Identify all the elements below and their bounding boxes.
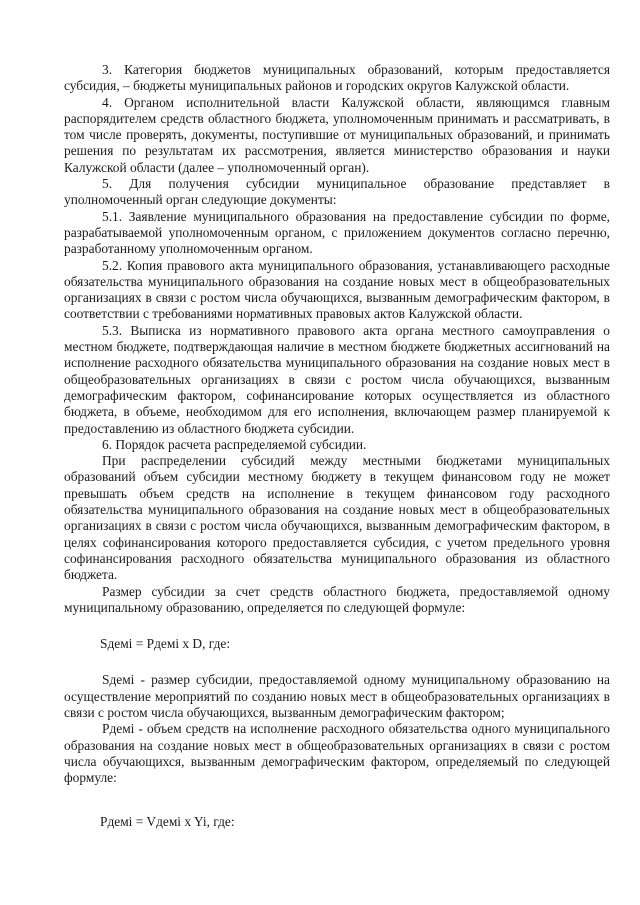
paragraph-4: 4. Органом исполнительной власти Калужской области, являющимся главным распорядителем средств областного бюджета, уполномоченным принимать и рассматривать, в том числе проверять, документы, поступившие от муниципальных образований, и принимать решения по результатам их рассмотрения, является министерство образования и науки Калужской области (далее – уполномоченный орган). <box>64 94 610 175</box>
paragraph-5-3: 5.3. Выписка из нормативного правового акта органа местного самоуправления о местном бюджете, подтверждающая наличие в местном бюджете бюджетных ассигнований на исполнение расходного обязательства муниципального образования на создание новых мест в общеобразовательных организациях в связи с ростом числа обучающихся, вызванным демографическим фактором, софинансирование которых осуществляется из областного бюджета, в объеме, необходимом для его исполнения, включающем размер планируемой к предоставлению из областного бюджета субсидии. <box>64 322 610 436</box>
formula-pdem: Pдемi = Vдемi x Yi, где: <box>100 814 235 830</box>
formula-sdem: Sдемi = Pдемi x D, где: <box>100 636 231 652</box>
paragraph-5-2: 5.2. Копия правового акта муниципального образования, устанавливающего расходные обязательства муниципального образования на создание новых мест в общеобразовательных организациях в связи с ростом числа обучающихся, вызванным демографическим фактором, в соответствии с требованиями нормативных правовых актов Калужской области. <box>64 257 610 322</box>
definition-sdem: Sдемi - размер субсидии, предоставляемой одному муниципальному образованию на осуществление мероприятий по созданию новых мест в общеобразовательных организациях в связи с ростом числа обучающихся, вызванным демографическим фактором; <box>64 672 610 720</box>
paragraph-subsidy-size: Размер субсидии за счет средств областного бюджета, предоставляемой одному муниципальному образованию, определяется по следующей формуле: <box>64 583 610 615</box>
definition-pdem: Pдемi - объем средств на исполнение расходного обязательства одного муниципального образования на создание новых мест в общеобразовательных организациях в связи с ростом числа обучающихся, вызванным демографическим фактором, определяемый по следующей формуле: <box>64 721 610 786</box>
paragraph-5-1: 5.1. Заявление муниципального образования на предоставление субсидии по форме, разрабатываемой уполномоченным органом, с приложением документов согласно перечню, разработанному уполномоченным органом. <box>64 208 610 257</box>
paragraph-5: 5. Для получения субсидии муниципальное образование представляет в уполномоченный орган следующие документы: <box>64 176 610 208</box>
paragraph-3: 3. Категория бюджетов муниципальных образований, которым предоставляется субсидия, – бюджеты муниципальных районов и городских округов Калужской области. <box>64 62 610 94</box>
paragraph-distribution: При распределении субсидий между местными бюджетами муниципальных образований объем субсидии местному бюджету в текущем финансовом году не может превышать объем средств на исполнение в текущем финансовом году расходного обязательства муниципального образования на создание новых мест в общеобразовательных организациях в связи с ростом числа обучающихся, вызванным демографическим фактором, в целях софинансирования которого предоставляется субсидия, с учетом предельного уровня софинансирования расходного обязательства муниципального образования из областного бюджета. <box>64 453 610 583</box>
paragraph-6: 6. Порядок расчета распределяемой субсидии. <box>102 436 367 452</box>
document-body <box>64 62 610 831</box>
